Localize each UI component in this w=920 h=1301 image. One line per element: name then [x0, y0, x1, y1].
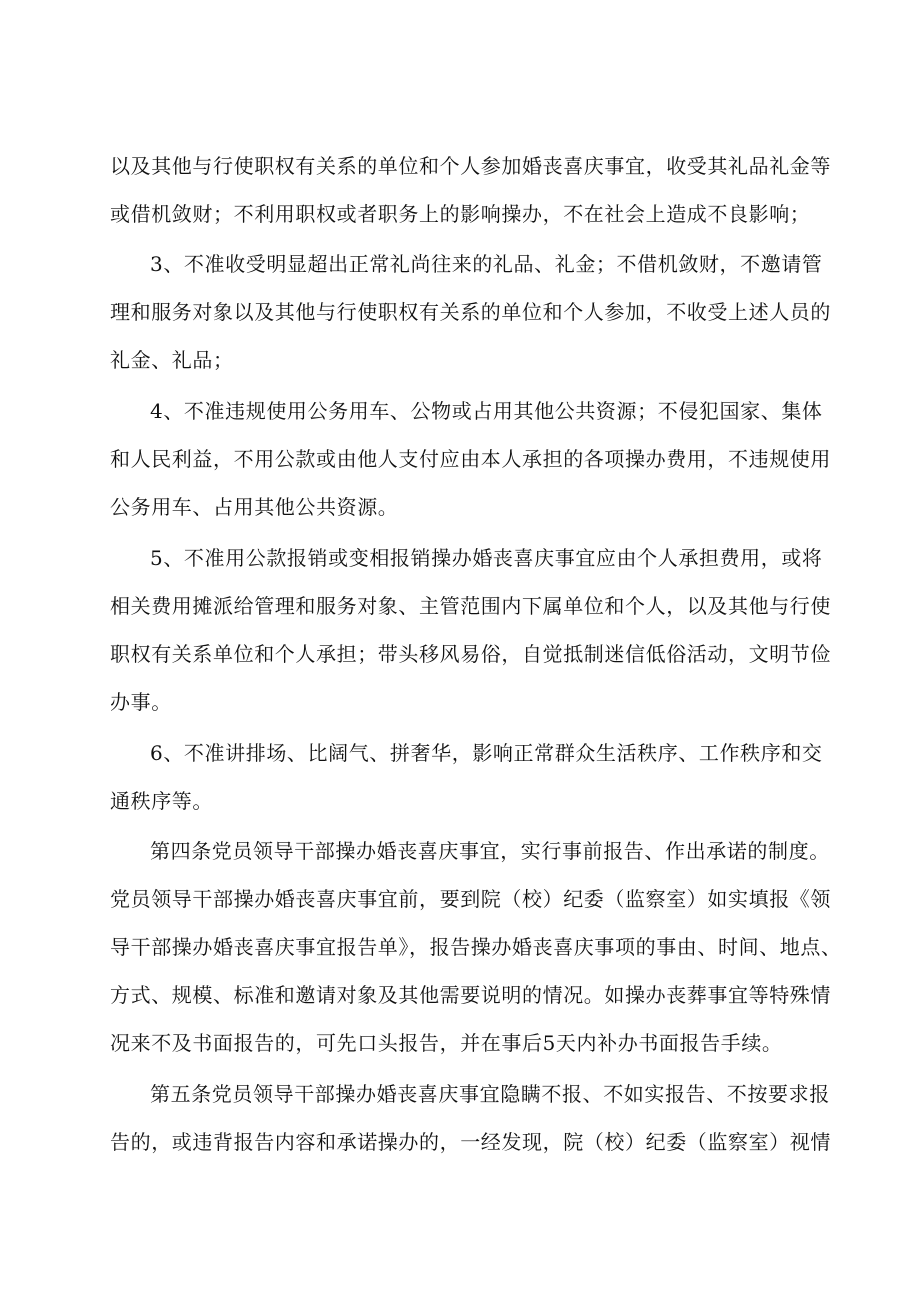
text-line: 相关费用摊派给管理和服务对象、主管范围内下属单位和个人，以及其他与行使: [110, 594, 831, 618]
text-line: 职权有关系单位和个人承担；带头移风易俗，自觉抵制迷信低俗活动，文明节俭: [110, 642, 831, 666]
text-line: 党员领导干部操办婚丧喜庆事宜前，要到院（校）纪委（监察室）如实填报《领: [110, 887, 831, 911]
text-line: 办事。: [110, 690, 172, 714]
text-line: 况来不及书面报告的，可先口头报告，并在事后5天内补办书面报告手续。: [110, 1031, 783, 1055]
text-line: 公务用车、占用其他公共资源。: [110, 495, 399, 519]
article-4-line: 第四条党员领导干部操办婚丧喜庆事宜，实行事前报告、作出承诺的制度。: [150, 839, 830, 863]
text-line: 礼金、礼品；: [110, 348, 234, 372]
text-line: 理和服务对象以及其他与行使职权有关系的单位和个人参加，不收受上述人员的: [110, 300, 831, 324]
text-line: 告的，或违背报告内容和承诺操办的，一经发现，院（校）纪委（监察室）视情: [110, 1130, 831, 1154]
text-line: 通秩序等。: [110, 789, 213, 813]
article-5-line: 第五条党员领导干部操办婚丧喜庆事宜隐瞒不报、不如实报告、不按要求报: [150, 1082, 830, 1106]
text-line: 以及其他与行使职权有关系的单位和个人参加婚丧喜庆事宜，收受其礼品礼金等: [110, 154, 831, 178]
clause-4-line: 4、不准违规使用公务用车、公物或占用其他公共资源；不侵犯国家、集体: [150, 399, 823, 423]
text-line: 方式、规模、标准和邀请对象及其他需要说明的情况。如操办丧葬事宜等特殊情: [110, 983, 831, 1007]
clause-6-line: 6、不准讲排场、比阔气、拼奢华，影响正常群众生活秩序、工作秩序和交: [150, 741, 823, 765]
text-line: 或借机敛财；不利用职权或者职务上的影响操办，不在社会上造成不良影响；: [110, 202, 811, 226]
text-line: 和人民利益，不用公款或由他人支付应由本人承担的各项操办费用，不违规使用: [110, 447, 831, 471]
clause-3-line: 3、不准收受明显超出正常礼尚往来的礼品、礼金；不借机敛财，不邀请管: [150, 252, 823, 276]
text-line: 导干部操办婚丧喜庆事宜报告单》，报告操办婚丧喜庆事项的事由、时间、地点、: [110, 935, 842, 959]
clause-5-line: 5、不准用公款报销或变相报销操办婚丧喜庆事宜应由个人承担费用，或将: [150, 546, 823, 570]
